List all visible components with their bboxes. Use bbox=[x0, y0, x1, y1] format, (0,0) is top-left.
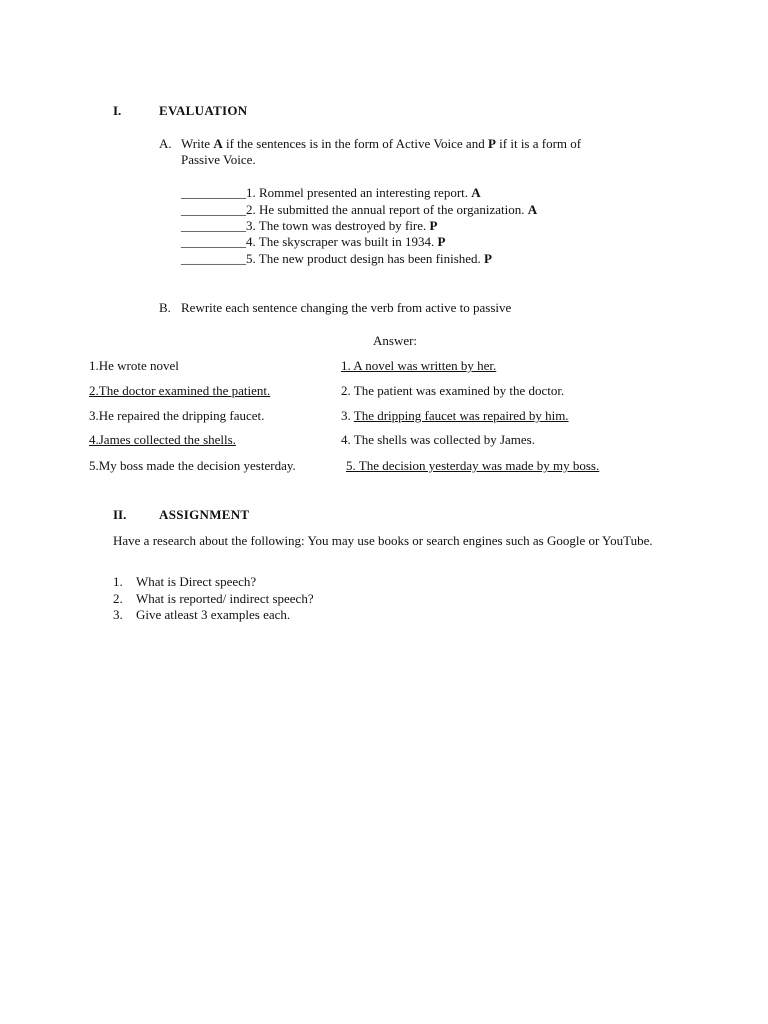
active-sentence: 2.The doctor examined the patient. bbox=[89, 383, 271, 398]
section-numeral: I. bbox=[113, 103, 122, 118]
answer-label: Answer: bbox=[373, 333, 418, 348]
item-answer: P bbox=[484, 251, 492, 266]
active-sentence: 5.My boss made the decision yesterday. bbox=[89, 458, 296, 473]
list-item bbox=[181, 218, 437, 234]
part-a-instruction bbox=[181, 136, 581, 152]
list-item bbox=[181, 234, 445, 250]
list-item bbox=[181, 185, 481, 201]
sentence-number: 3. bbox=[341, 408, 354, 423]
section-heading: EVALUATION bbox=[159, 103, 248, 118]
active-sentence: 1.He wrote novel bbox=[89, 358, 179, 373]
answer-blank: __________ bbox=[181, 185, 246, 200]
passive-sentence: 1. A novel was written by her. bbox=[341, 358, 497, 373]
answer-blank: __________ bbox=[181, 251, 246, 266]
item-text: 5. The new product design has been finished. bbox=[246, 251, 485, 266]
list-number: 3. bbox=[113, 607, 123, 622]
item-answer: P bbox=[437, 234, 446, 249]
item-answer: A bbox=[527, 202, 538, 217]
item-text: 4. The skyscraper was built in 1934. bbox=[246, 234, 438, 249]
passive-sentence: 4. The shells was collected by James. bbox=[341, 432, 535, 447]
active-sentence: 3.He repaired the dripping faucet. bbox=[89, 408, 265, 423]
answer-blank: __________ bbox=[181, 218, 246, 233]
assignment-intro: Have a research about the following: You may use books or search engines such as Google or YouTube. bbox=[113, 533, 653, 548]
list-number: 2. bbox=[113, 591, 123, 606]
passive-sentence: 2. The patient was examined by the doctor. bbox=[341, 383, 565, 398]
list-number: 1. bbox=[113, 574, 123, 589]
item-answer: P bbox=[429, 218, 438, 233]
answer-blank: __________ bbox=[181, 234, 246, 249]
part-a-instruction-line2: Passive Voice. bbox=[181, 152, 256, 167]
instruction-p-letter: P bbox=[487, 136, 496, 151]
list-item bbox=[181, 251, 492, 267]
list-item: What is Direct speech? bbox=[136, 574, 257, 589]
part-letter: A. bbox=[159, 136, 172, 151]
part-letter: B. bbox=[159, 300, 171, 315]
item-text: 2. He submitted the annual report of the organization. bbox=[246, 202, 528, 217]
item-text: 1. Rommel presented an interesting report. bbox=[246, 185, 472, 200]
passive-sentence bbox=[341, 408, 569, 424]
active-sentence: 4.James collected the shells. bbox=[89, 432, 236, 447]
instruction-text: Write bbox=[181, 136, 214, 151]
passive-sentence: 5. The decision yesterday was made by my boss. bbox=[346, 458, 600, 473]
list-item bbox=[181, 202, 537, 218]
item-answer: A bbox=[471, 185, 481, 200]
answer-blank: __________ bbox=[181, 202, 246, 217]
instruction-text: if it is a form of bbox=[495, 136, 582, 151]
part-b-instruction: Rewrite each sentence changing the verb from active to passive bbox=[181, 300, 512, 315]
section-numeral: II. bbox=[113, 507, 127, 522]
item-text: 3. The town was destroyed by fire. bbox=[246, 218, 430, 233]
instruction-text: if the sentences is in the form of Active Voice and bbox=[222, 136, 488, 151]
section-heading: ASSIGNMENT bbox=[159, 507, 250, 522]
instruction-a-letter: A bbox=[213, 136, 223, 151]
list-item: What is reported/ indirect speech? bbox=[136, 591, 314, 606]
list-item: Give atleast 3 examples each. bbox=[136, 607, 291, 622]
sentence-text: The dripping faucet was repaired by him. bbox=[353, 408, 569, 423]
